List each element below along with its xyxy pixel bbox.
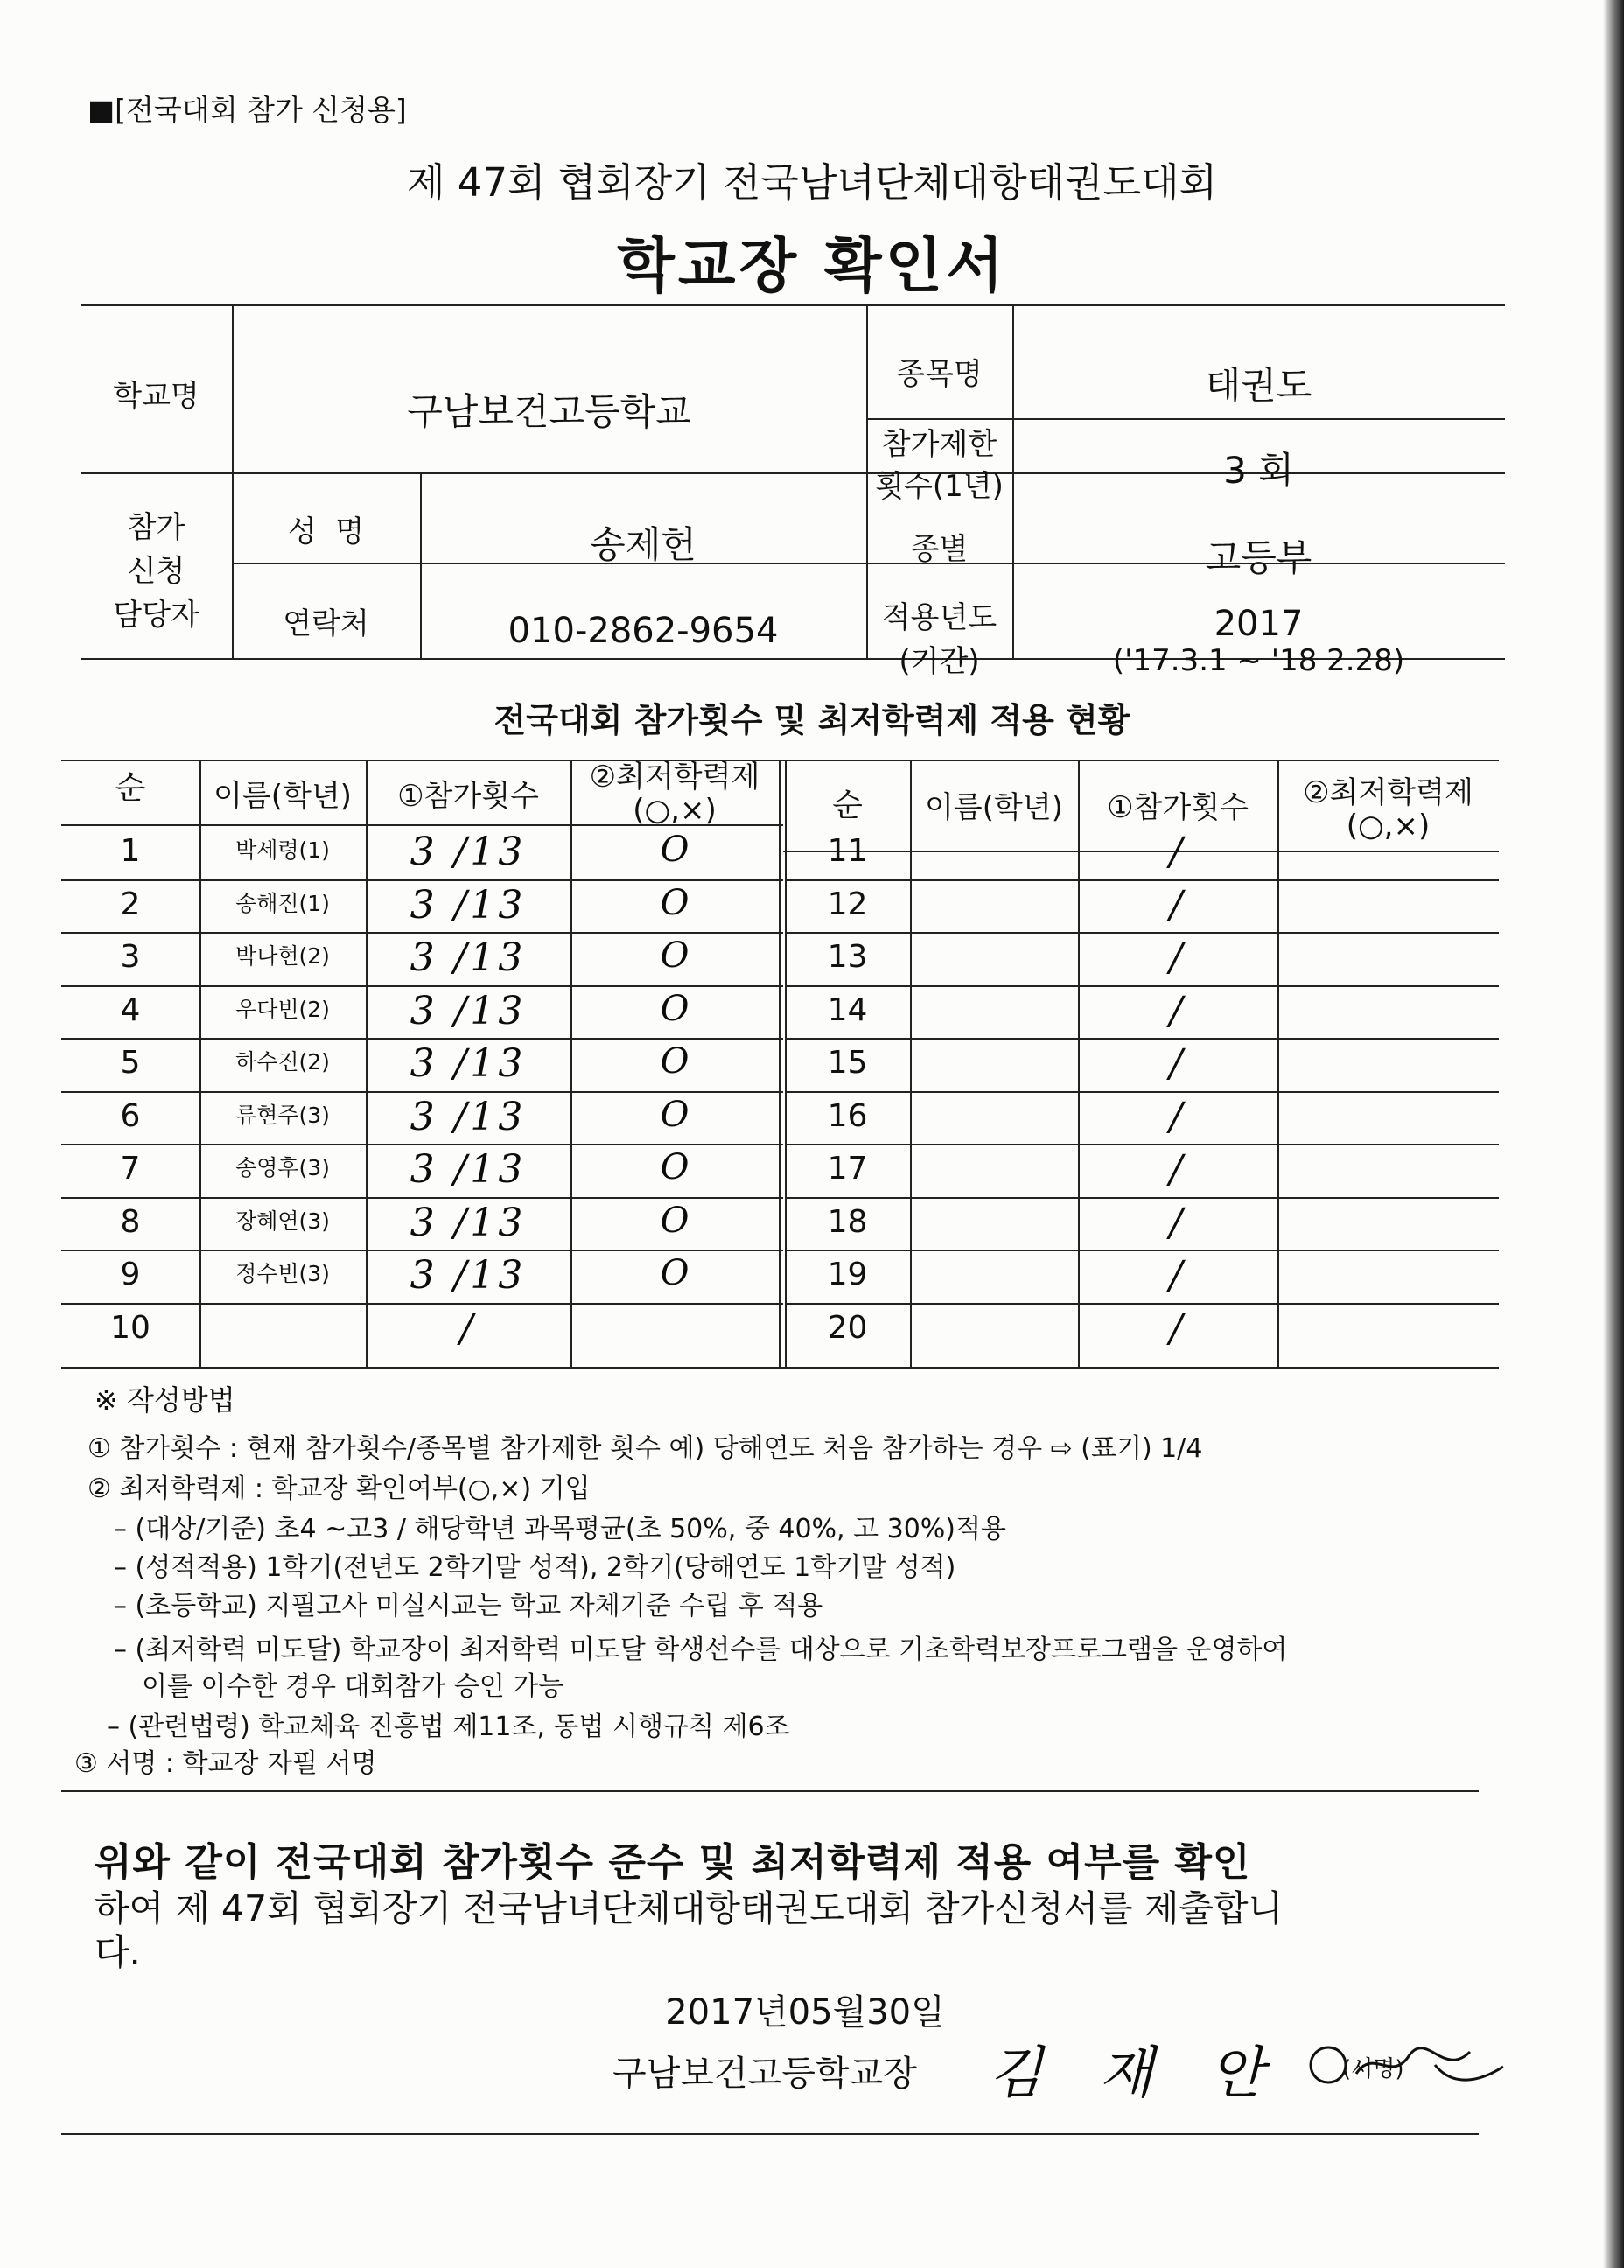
row-count: 3 /13 — [410, 1041, 527, 1086]
row-acad: O — [660, 988, 690, 1029]
row-count: / — [1169, 1253, 1186, 1298]
table-row-divider — [785, 985, 1499, 987]
school-value: 구남보건고등학교 — [407, 390, 691, 433]
note-line-6: – (최저학력 미도달) 학교장이 최저학력 미도달 학생선수를 대상으로 기초학력보장프로그램을 운영하여 — [114, 1634, 1288, 1665]
header-acad-right-line2: (○,×) — [1346, 808, 1431, 844]
table-row-divider — [785, 1038, 1499, 1040]
header-seq-left: 순 — [115, 770, 146, 806]
name-value: 송제헌 — [590, 523, 696, 566]
row-acad: O — [660, 1200, 690, 1241]
note-line-5: – (초등학교) 지필고사 미실시교는 학교 자체기준 수립 후 적용 — [114, 1591, 823, 1621]
table-row-divider — [61, 1038, 783, 1040]
table-row-divider — [785, 932, 1499, 934]
row-name: 송해진(1) — [235, 890, 330, 916]
row-count: 3 /13 — [410, 1253, 527, 1298]
row-seq: 17 — [827, 1151, 868, 1186]
limit-label-line1: 참가제한 — [881, 427, 998, 462]
row-seq: 7 — [120, 1151, 141, 1186]
note-line-7: 이를 이수한 경우 대회참가 승인 가능 — [142, 1671, 564, 1702]
limit-label-line2: 횟수(1년) — [875, 469, 1004, 504]
table-row-divider — [785, 1303, 1499, 1305]
row-seq: 5 — [120, 1045, 141, 1081]
row-count: / — [1169, 1147, 1186, 1192]
table-row-divider — [785, 879, 1499, 881]
note-line-3: – (대상/기준) 초4 ~고3 / 해당학년 과목평균(초 50%, 중 40%, 고 30%)적용 — [114, 1514, 1006, 1544]
row-count: / — [1169, 1094, 1186, 1139]
contact-label: 연락처 — [283, 606, 369, 641]
row-count: / — [1169, 1041, 1186, 1086]
signature-seal — [1304, 2039, 1505, 2091]
sport-value: 태권도 — [1205, 364, 1312, 407]
header-count-right: ①참가횟수 — [1107, 790, 1249, 825]
year-period: ('17.3.1 ~ '18 2.28) — [1112, 643, 1405, 678]
row-seq: 2 — [120, 886, 141, 922]
row-count: / — [1169, 830, 1186, 874]
table-row-divider — [785, 1197, 1499, 1199]
row-name: 류현주(3) — [235, 1102, 330, 1128]
division-label: 종별 — [910, 532, 969, 567]
scan-shadow-edge — [1603, 0, 1624, 2268]
row-count: / — [459, 1306, 477, 1351]
row-seq: 4 — [120, 991, 141, 1028]
row-seq: 8 — [120, 1203, 141, 1240]
header-count-left: ①참가횟수 — [397, 779, 539, 814]
table-row-divider — [785, 1091, 1499, 1093]
row-acad: O — [660, 1041, 690, 1082]
statement-line-1: 위와 같이 전국대회 참가횟수 준수 및 최저학력제 적용 여부를 확인 — [94, 1840, 1251, 1885]
row-seq: 16 — [827, 1097, 868, 1134]
row-name: 송영후(3) — [235, 1155, 330, 1180]
row-seq: 10 — [110, 1309, 150, 1346]
header-name-right: 이름(학년) — [925, 790, 1063, 825]
seal-text: (서명) — [1342, 2056, 1404, 2082]
row-name: 우다빈(2) — [235, 996, 330, 1022]
notes-heading: ※ 작성방법 — [94, 1383, 235, 1417]
row-count: 3 /13 — [410, 1094, 527, 1139]
table-row-divider — [785, 1250, 1499, 1251]
row-count: 3 /13 — [410, 1200, 527, 1245]
statement-line-3: 다. — [94, 1931, 141, 1973]
school-label: 학교명 — [113, 379, 200, 414]
table-row-divider — [61, 1303, 783, 1305]
applicant-label-line2: 신청 — [127, 554, 186, 589]
note-line-4: – (성적적용) 1학기(전년도 2학기말 성적), 2학기(당해연도 1학기말 성적) — [114, 1552, 956, 1583]
table-row-divider — [61, 985, 783, 987]
row-seq: 9 — [120, 1256, 141, 1292]
row-count: 3 /13 — [410, 882, 527, 928]
event-title: 제 47회 협회장기 전국남녀단체대항태권도대회 — [406, 159, 1218, 206]
row-name: 장혜연(3) — [235, 1208, 330, 1234]
row-seq: 19 — [827, 1256, 868, 1292]
footer-divider — [61, 2133, 1479, 2135]
year-label-line2: (기간) — [899, 644, 980, 679]
principal-signature: 김 재 안 — [989, 2041, 1284, 2106]
row-name: 박나현(2) — [235, 943, 330, 969]
row-seq: 3 — [120, 939, 141, 975]
issue-date: 2017년05월30일 — [665, 1992, 945, 2033]
row-acad: O — [660, 1147, 690, 1187]
row-name: 하수진(2) — [235, 1049, 330, 1074]
table-row-divider — [61, 879, 783, 881]
row-seq: 11 — [827, 833, 868, 869]
row-count: / — [1169, 1200, 1186, 1245]
year-label-line1: 적용년도 — [881, 600, 998, 635]
row-count: / — [1169, 988, 1186, 1033]
row-name: 박세령(1) — [235, 837, 330, 863]
row-count: / — [1169, 1306, 1186, 1351]
note-line-8: – (관련법령) 학교체육 진흥법 제11조, 동법 시행규칙 제6조 — [107, 1712, 790, 1742]
header-seq-right: 순 — [832, 788, 863, 823]
row-count: 3 /13 — [410, 935, 527, 980]
row-seq: 18 — [827, 1203, 868, 1240]
row-name: 정수빈(3) — [235, 1261, 330, 1286]
row-count: / — [1169, 935, 1186, 980]
table-row-divider — [61, 1250, 783, 1251]
limit-value: 3 회 — [1223, 449, 1294, 492]
row-seq: 20 — [827, 1309, 868, 1346]
notes-divider — [61, 1790, 1479, 1792]
row-seq: 13 — [827, 939, 868, 975]
note-line-1: ① 참가횟수 : 현재 참가횟수/종목별 참가제한 횟수 예) 당해연도 처음 참가하는 경우 ⇨ (표기) 1/4 — [88, 1433, 1203, 1464]
contact-value: 010-2862-9654 — [508, 611, 779, 651]
header-acad-left-line2: (○,×) — [633, 793, 717, 828]
statement-line-2: 하여 제 47회 협회장기 전국남녀단체대항태권도대회 참가신청서를 제출합니 — [94, 1887, 1284, 1929]
header-name-left: 이름(학년) — [214, 779, 352, 814]
row-count: / — [1169, 882, 1186, 928]
row-seq: 6 — [120, 1097, 141, 1134]
name-label: 성 명 — [287, 514, 365, 550]
row-acad: O — [660, 830, 690, 870]
row-count: 3 /13 — [410, 830, 527, 874]
document-title: 학교장 확인서 — [617, 232, 1007, 301]
row-seq: 12 — [827, 886, 868, 922]
table-row-divider — [61, 1144, 783, 1145]
row-count: 3 /13 — [410, 988, 527, 1033]
row-seq: 1 — [120, 833, 141, 869]
year-value: 2017 — [1214, 604, 1304, 644]
note-line-2: ② 최저학력제 : 학교장 확인여부(○,×) 기입 — [88, 1474, 591, 1504]
header-acad-left-line1: ②최저학력제 — [589, 760, 760, 794]
row-acad: O — [660, 935, 690, 976]
table-row-divider — [61, 1091, 783, 1093]
table-row-divider — [61, 1197, 783, 1199]
row-seq: 14 — [827, 991, 868, 1028]
table-row-divider — [61, 932, 783, 934]
category-tag: ■[전국대회 참가 신청용] — [88, 93, 407, 127]
row-count: 3 /13 — [410, 1147, 527, 1192]
header-acad-right-line1: ②최저학력제 — [1303, 775, 1474, 810]
division-value: 고등부 — [1205, 536, 1312, 579]
applicant-label-line3: 담당자 — [113, 598, 200, 633]
principal-title: 구남보건고등학교장 — [612, 2054, 917, 2094]
row-acad: O — [660, 1094, 690, 1135]
sport-label: 종목명 — [896, 357, 983, 392]
row-acad: O — [660, 882, 690, 923]
applicant-label-line1: 참가 — [127, 510, 186, 545]
note-line-9: ③ 서명 : 학교장 자필 서명 — [74, 1748, 377, 1779]
table-title: 전국대회 참가횟수 및 최저학력제 적용 현황 — [494, 701, 1130, 739]
table-row-divider — [785, 1144, 1499, 1145]
row-acad: O — [660, 1253, 690, 1293]
row-seq: 15 — [827, 1045, 868, 1081]
